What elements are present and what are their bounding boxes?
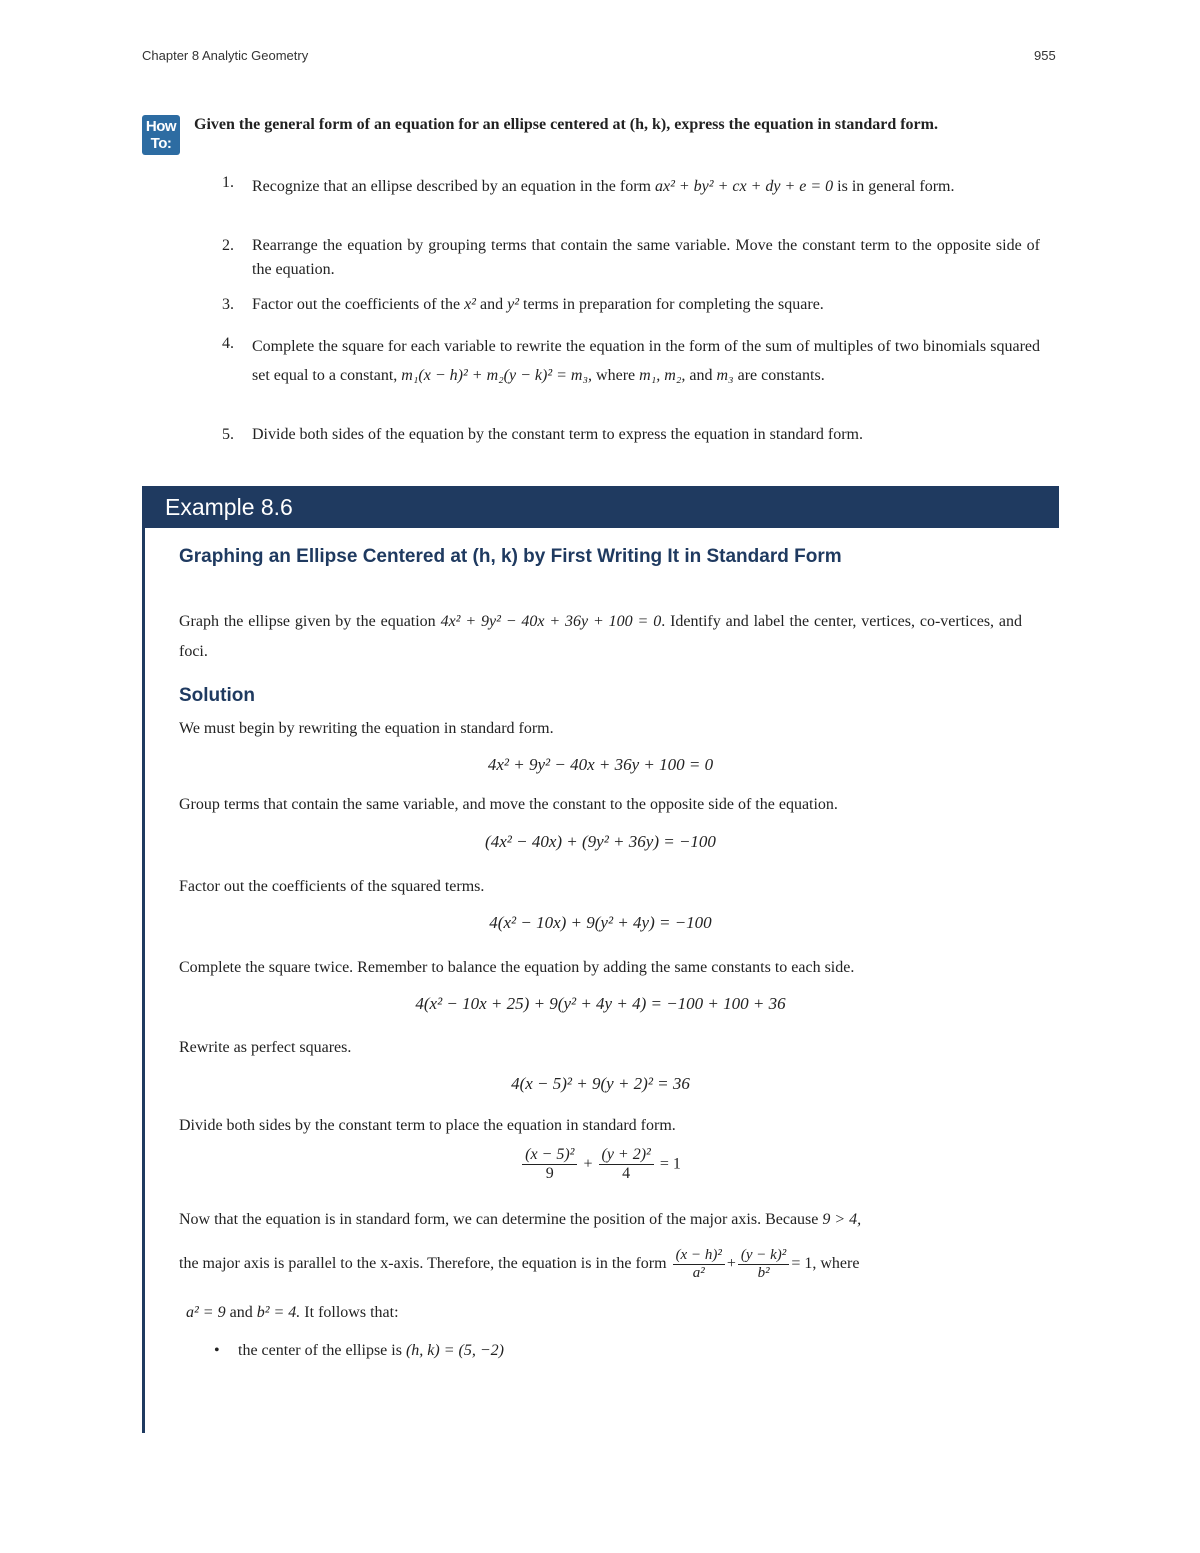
page-number: 955 (1034, 48, 1056, 63)
solution-step-1: We must begin by rewriting the equation in standard form. (179, 720, 554, 737)
solution-step-7-line-2: the major axis is parallel to the x-axis. Therefore, the equation is in the form $\frac{\text{(x − h)²}}{\text{a²}}$ + $\frac{\text{(y − k)²}}{\text{b²}}$ = 1, where (179, 1246, 860, 1281)
how-to-step-4 (222, 332, 1040, 390)
how-to-step-5 (222, 423, 1040, 447)
how-to-icon-line1: How (145, 118, 177, 135)
how-to-step-3 (222, 293, 1040, 317)
solution-step-2: Group terms that contain the same variable, and move the constant to the opposite side of the equation. (179, 796, 838, 813)
example-problem: Graph the ellipse given by the equation 4x² + 9y² − 40x + 36y + 100 = 0. Identify and label the center, vertices, co-vertices, and foci. (179, 613, 1023, 660)
example-header: Example 8.6 (142, 486, 1059, 528)
solution-step-6: Divide both sides by the constant term to place the equation in standard form. (179, 1117, 676, 1134)
how-to-icon-line2: To: (150, 135, 172, 152)
how-to-step-2 (222, 234, 1040, 282)
running-head: Chapter 8 Analytic Geometry (142, 48, 309, 63)
solution-step-5: Rewrite as perfect squares. (179, 1039, 352, 1056)
equation-2: (4x² − 40x) + (9y² + 36y) = −100 (485, 832, 716, 851)
step-text: Complete the square for each variable to rewrite the equation in the form of the sum of multiples of two binomials squared set equal to a constant, m₁(x − h)² + m₂(y − k)² = m₃, where m₁, m₂, and m₃ are constants. (252, 338, 1040, 384)
step-number: 3. (222, 296, 234, 313)
step-number: 4. (222, 335, 234, 352)
equation-4: 4(x² − 10x + 25) + 9(y² + 4y + 4) = −100 + 100 + 36 (415, 994, 786, 1013)
equation-1: 4x² + 9y² − 40x + 36y + 100 = 0 (487, 755, 714, 774)
fraction-y: $\frac{\text{(y + 2)²}}{4}$ (599, 1146, 654, 1184)
step-text: Divide both sides of the equation by the constant term to express the equation in standard form. (252, 426, 863, 443)
solution-step-3: Factor out the coefficients of the squared terms. (179, 878, 485, 895)
fraction-x: $\frac{\text{(x − 5)²}}{9}$ (522, 1146, 577, 1184)
bullet-center: • the center of the ellipse is (h, k) = (5, −2) (214, 1339, 504, 1363)
equation-5: 4(x − 5)² + 9(y + 2)² = 36 (511, 1074, 690, 1093)
step-number: 2. (222, 237, 234, 254)
solution-heading: Solution (179, 685, 255, 706)
example-left-rule (142, 528, 145, 1433)
solution-step-7-line-1: Now that the equation is in standard form, we can determine the position of the major axis. Because 9 > 4, (179, 1211, 862, 1228)
step-text: Factor out the coefficients of the x² and y² terms in preparation for completing the square. (252, 296, 824, 313)
solution-step-4: Complete the square twice. Remember to balance the equation by adding the same constants to each side. (179, 959, 855, 976)
how-to-step-1 (222, 171, 1040, 202)
step-text: Rearrange the equation by grouping terms that contain the same variable. Move the constant term to the opposite side of the equation. (252, 237, 1040, 278)
equation-3: 4(x² − 10x) + 9(y² + 4y) = −100 (489, 913, 712, 932)
equation-6: $\frac{\text{(x − 5)²}}{9}$ + $\frac{\text{(y + 2)²}}{4}$ = 1 (179, 1146, 1022, 1184)
standard-form-fraction-y: $\frac{\text{(y − k)²}}{\text{b²}}$ (738, 1247, 789, 1283)
step-number: 1. (222, 174, 234, 191)
example-title: Graphing an Ellipse Centered at (h, k) by First Writing It in Standard Form (179, 546, 842, 567)
how-to-title: Given the general form of an equation for an ellipse centered at (h, k), express the equation in standard form. (194, 116, 938, 133)
general-form-math: ax² + by² + cx + dy + e = 0 (654, 178, 834, 195)
bullet-dot: • (214, 1342, 220, 1359)
standard-form-fraction-x: $\frac{\text{(x − h)²}}{\text{a²}}$ (673, 1247, 725, 1283)
solution-step-7-line-3: a² = 9 and b² = 4. It follows that: (186, 1304, 399, 1321)
how-to-icon (142, 115, 180, 155)
step-text: Recognize that an ellipse described by an equation in the form ax² + by² + cx + dy + e = 0 is in general form. (252, 178, 955, 195)
step-number: 5. (222, 426, 234, 443)
